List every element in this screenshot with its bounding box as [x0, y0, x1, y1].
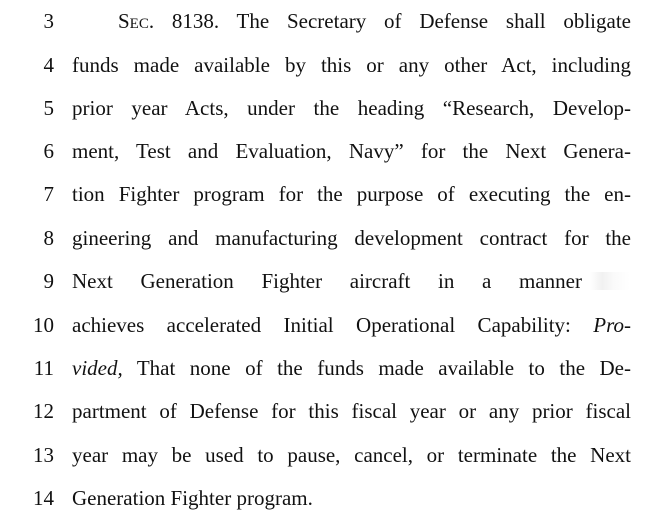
line-number: 4: [43, 53, 54, 77]
bill-line-11: [0, 348, 660, 388]
line-text: prior year Acts, under the heading “Research, Develop-: [72, 96, 631, 120]
line-text: year may be used to pause, cancel, or terminate the Next: [72, 443, 631, 467]
bill-line-13: [0, 435, 660, 475]
line-text: partment of Defense for this fiscal year or any prior fiscal: [72, 399, 631, 423]
bill-line-14: [0, 478, 660, 518]
section-label: Sec.: [118, 9, 155, 33]
line-number: 8: [43, 226, 54, 250]
line-text: Next Generation Fighter aircraft in a manner: [72, 269, 582, 293]
line-text: gineering and manufacturing development contract for the: [72, 226, 631, 250]
italic-proviso: Pro-: [593, 313, 631, 337]
line-text-part: achieves accelerated Initial Operational Capability:: [72, 313, 594, 337]
line-number: 7: [43, 182, 54, 206]
line-text-part: That none of the funds made available to the De-: [122, 356, 631, 380]
line-number: 9: [43, 269, 54, 293]
line-number: 11: [33, 356, 54, 380]
line-number: 14: [33, 486, 54, 510]
line-text: tion Fighter program for the purpose of executing the en-: [72, 182, 631, 206]
bill-line-4: [0, 45, 660, 85]
line-number: 10: [33, 313, 54, 337]
line-text-rest: 8138. The Secretary of Defense shall obligate: [154, 9, 631, 33]
bill-line-9: [0, 261, 660, 301]
line-number: 12: [33, 399, 54, 423]
line-text: [72, 305, 631, 345]
line-text: ment, Test and Evaluation, Navy” for the Next Genera-: [72, 139, 631, 163]
bill-line-8: [0, 218, 660, 258]
line-number: 6: [43, 139, 54, 163]
bill-line-5: [0, 88, 660, 128]
line-number: 13: [33, 443, 54, 467]
bill-line-3: [0, 1, 660, 41]
bill-line-12: [0, 391, 660, 431]
line-number: 3: [43, 9, 54, 33]
line-text: funds made available by this or any other Act, including: [72, 53, 631, 77]
line-text: [72, 348, 631, 388]
line-text: Generation Fighter program.: [72, 486, 313, 510]
bill-line-7: [0, 174, 660, 214]
bill-line-6: [0, 131, 660, 171]
line-text: [118, 1, 631, 41]
faded-redaction: [590, 272, 630, 290]
line-number: 5: [43, 96, 54, 120]
italic-proviso: vided,: [72, 356, 123, 380]
bill-line-10: [0, 305, 660, 345]
